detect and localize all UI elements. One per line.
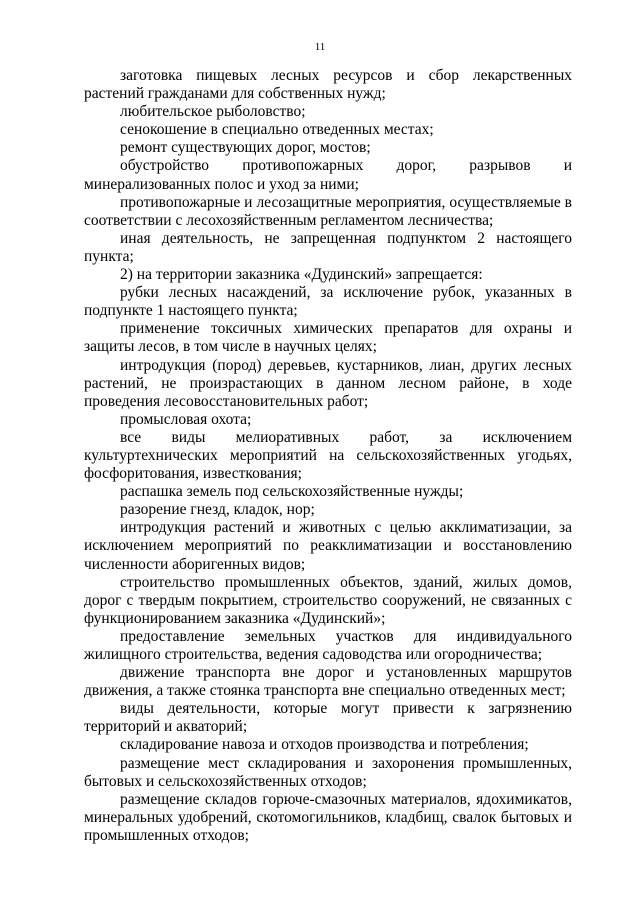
paragraph-20: виды деятельности, которые могут привести к загрязнению территорий и акваторий; (84, 700, 572, 736)
paragraph-17: строительство промышленных объектов, зданий, жилых домов, дорог с твердым покрытием, строительство сооружений, не связанных с функционированием заказника «Дудинский»; (84, 573, 572, 627)
paragraph-9: рубки лесных насаждений, за исключение рубок, указанных в подпункте 1 настоящего пункта; (84, 284, 572, 320)
paragraph-10: применение токсичных химических препаратов для охраны и защиты лесов, в том числе в научных целях; (84, 320, 572, 356)
paragraph-13: все виды мелиоративных работ, за исключением культуртехнических мероприятий на сельскохозяйственных угодьях, фосфоритования, известкования; (84, 428, 572, 483)
paragraph-22: размещение мест складирования и захоронения промышленных, бытовых и сельскохозяйственных отходов; (84, 754, 572, 790)
paragraph-1: заготовка пищевых лесных ресурсов и сбор лекарственных растений гражданами для собственных нужд; (84, 67, 572, 103)
paragraph-14: распашка земель под сельскохозяйственные нужды; (120, 483, 464, 501)
paragraph-18: предоставление земельных участков для индивидуального жилищного строительства, ведения садоводства или огородничества; (84, 627, 572, 663)
document-body (84, 67, 572, 845)
paragraph-16: интродукция растений и животных с целью акклиматизации, за исключением мероприятий по реакклиматизации и восстановлению численности аборигенных видов; (84, 519, 572, 573)
page-number: 11 (314, 41, 326, 53)
paragraph-11: интродукция (пород) деревьев, кустарников, лиан, других лесных растений, не произрастающих в данном лесном районе, в ходе проведения лесовосстановительных работ; (84, 356, 572, 410)
paragraph-21: складирование навоза и отходов производства и потребления; (120, 736, 529, 754)
paragraph-8: 2) на территории заказника «Дудинский» запрещается: (120, 266, 483, 284)
paragraph-6: противопожарные и лесозащитные мероприятия, осуществляемые в соответствии с лесохозяйственным регламентом лесничества; (84, 193, 572, 229)
paragraph-2: любительское рыболовство; (120, 103, 306, 121)
paragraph-12: промысловая охота; (120, 410, 252, 428)
paragraph-23: размещение складов горюче-смазочных материалов, ядохимикатов, минеральных удобрений, скотомогильников, кладбищ, свалок бытовых и промышленных отходов; (84, 790, 572, 844)
paragraph-19: движение транспорта вне дорог и установленных маршрутов движения, а также стоянка транспорта вне специально отведенных мест; (84, 664, 572, 700)
paragraph-15: разорение гнезд, кладок, нор; (120, 501, 315, 519)
paragraph-4: ремонт существующих дорог, мостов; (120, 139, 371, 157)
paragraph-3: сенокошение в специально отведенных местах; (120, 121, 434, 139)
paragraph-7: иная деятельность, не запрещенная подпунктом 2 настоящего пункта; (84, 229, 572, 265)
paragraph-5: обустройство противопожарных дорог, разрывов и минерализованных полос и уход за ними; (84, 157, 572, 193)
